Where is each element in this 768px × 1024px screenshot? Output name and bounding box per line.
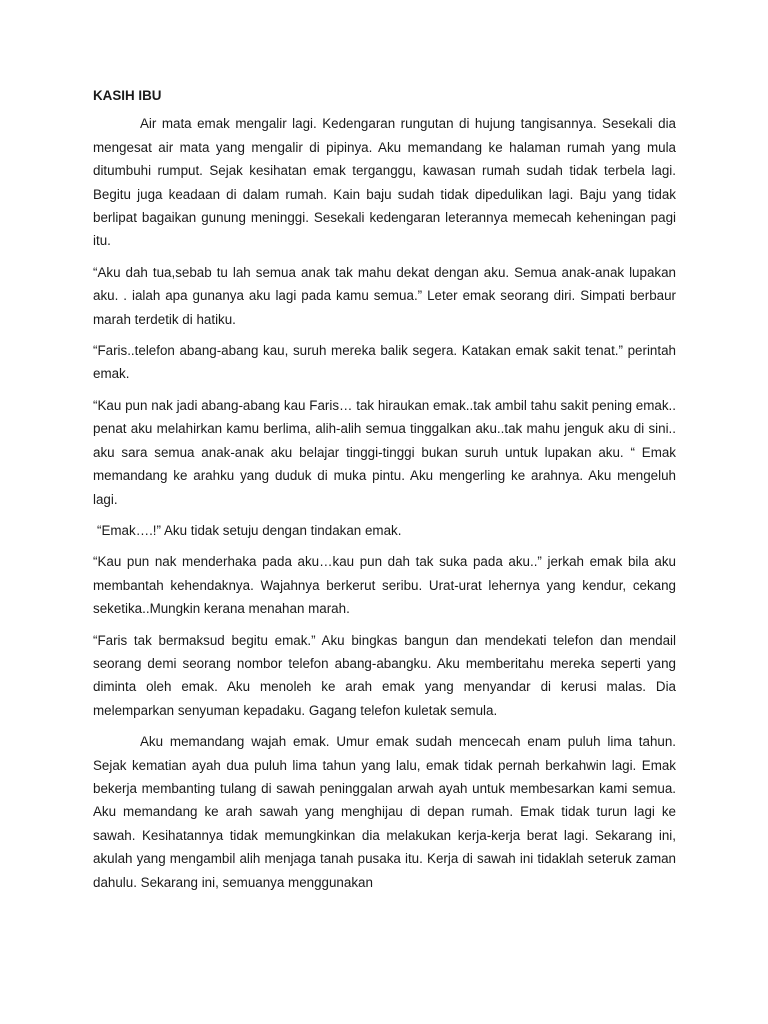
document-title: KASIH IBU: [93, 88, 162, 103]
paragraph-2: “Aku dah tua,sebab tu lah semua anak tak mahu dekat dengan aku. Semua anak-anak lupakan aku. . ialah apa gunanya aku lagi pada kamu semua.” Leter emak seorang diri. Simpati berbaur marah terdetik di hatiku.: [93, 264, 676, 327]
document-page: [93, 84, 676, 902]
paragraph-5: “Emak….!” Aku tidak setuju dengan tindakan emak.: [97, 522, 402, 538]
paragraph-7: “Faris tak bermaksud begitu emak.” Aku bingkas bangun dan mendekati telefon dan mendail seorang demi seorang nombor telefon abang-abangku. Aku memberitahu mereka seperti yang diminta oleh emak. Aku menoleh ke arah emak yang menyandar di kerusi malas. Dia melemparkan senyuman kepadaku. Gagang telefon kuletak semula.: [93, 632, 676, 718]
paragraph-4: “Kau pun nak jadi abang-abang kau Faris… tak hiraukan emak..tak ambil tahu sakit pening emak.. penat aku melahirkan kamu berlima, alih-alih semua tinggalkan aku..tak mahu jenguk aku di sini.. aku sara semua anak-anak aku belajar tinggi-tinggi bukan suruh untuk lupakan aku. “ Emak memandang ke arahku yang duduk di muka pintu. Aku mengerling ke arahnya. Aku mengeluh lagi.: [93, 397, 676, 507]
paragraph-3: “Faris..telefon abang-abang kau, suruh mereka balik segera. Katakan emak sakit tenat.” perintah emak.: [93, 343, 676, 382]
paragraph-1: Air mata emak mengalir lagi. Kedengaran rungutan di hujung tangisannya. Sesekali dia mengesat air mata yang mengalir di pipinya. Aku memandang ke halaman rumah yang mula ditumbuhi rumput. Sejak kesihatan emak terganggu, kawasan rumah sudah tidak terbela lagi. Begitu juga keadaan di dalam rumah. Kain baju sudah tidak dipedulikan lagi. Baju yang tidak berlipat bagaikan gunung meninggi. Sesekali kedengaran leterannya memecah keheningan pagi itu.: [93, 116, 676, 249]
paragraph-8: Aku memandang wajah emak. Umur emak sudah mencecah enam puluh lima tahun. Sejak kematian ayah dua puluh lima tahun yang lalu, emak tidak pernah berkahwin lagi. Emak bekerja membanting tulang di sawah peninggalan arwah ayah untuk membesarkan kami semua. Aku memandang ke arah sawah yang menghijau di depan rumah. Emak tidak turun lagi ke sawah. Kesihatannya tidak memungkinkan dia melakukan kerja-kerja berat lagi. Sekarang ini, akulah yang mengambil alih menjaga tanah pusaka itu. Kerja di sawah ini tidaklah seteruk zaman dahulu. Sekarang ini, semuanya menggunakan: [93, 734, 676, 890]
paragraph-6: “Kau pun nak menderhaka pada aku…kau pun dah tak suka pada aku..” jerkah emak bila aku membantah kehendaknya. Wajahnya berkerut seribu. Urat-urat lehernya yang kendur, cekang seketika..Mungkin kerana menahan marah.: [93, 554, 676, 617]
